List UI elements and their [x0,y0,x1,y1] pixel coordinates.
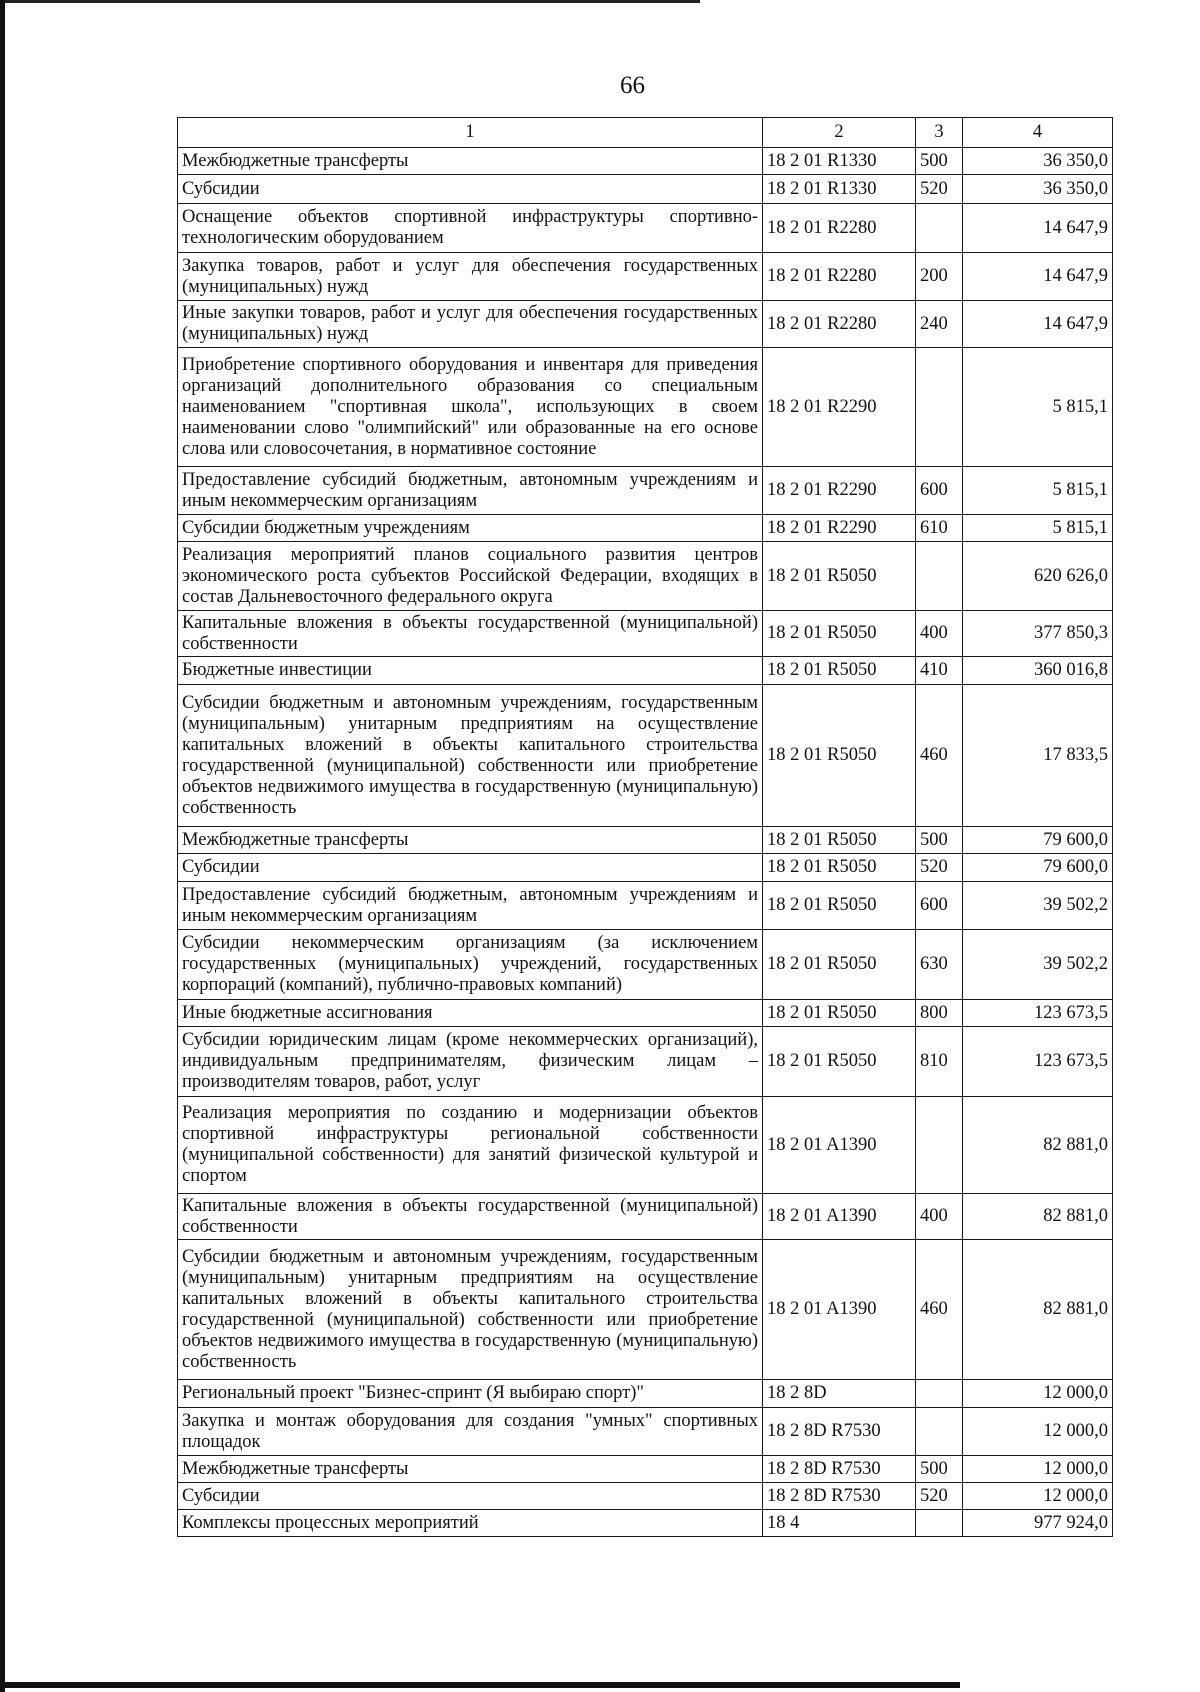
row-code: 18 2 01 R5050 [763,685,916,827]
row-type [916,204,963,253]
table-row [178,148,1113,175]
row-type [916,1380,963,1408]
row-name: Оснащение объектов спортивной инфраструктуры спортивно-технологическим оборудованием [178,204,763,253]
table-row [178,611,1113,657]
row-code: 18 2 01 A1390 [763,1240,916,1380]
row-sum: 12 000,0 [963,1380,1113,1408]
row-type [916,542,963,611]
scan-edge-bottom [0,1682,960,1688]
row-type: 500 [916,1456,963,1483]
row-code: 18 2 01 R5050 [763,657,916,685]
row-sum: 82 881,0 [963,1194,1113,1240]
row-sum: 14 647,9 [963,253,1113,301]
row-code: 18 2 01 R1330 [763,148,916,175]
row-sum: 5 815,1 [963,348,1113,467]
row-code: 18 2 01 R2280 [763,301,916,348]
row-sum: 17 833,5 [963,685,1113,827]
row-name: Капитальные вложения в объекты государственной (муниципальной) собственности [178,1194,763,1240]
row-code: 18 2 01 R5050 [763,827,916,854]
row-name: Предоставление субсидий бюджетным, автономным учреждениям и иным некоммерческим организациям [178,467,763,515]
table-row [178,348,1113,467]
row-sum: 5 815,1 [963,467,1113,515]
row-name: Субсидии некоммерческим организациям (за исключением государственных (муниципальных) учреждений, государственных корпораций (компаний), публично-правовых компаний) [178,930,763,1000]
table-row [178,882,1113,930]
row-name: Межбюджетные трансферты [178,827,763,854]
row-sum: 39 502,2 [963,882,1113,930]
table-row [178,1510,1113,1537]
row-code: 18 2 8D R7530 [763,1456,916,1483]
row-code: 18 2 01 R5050 [763,1000,916,1027]
row-sum: 82 881,0 [963,1240,1113,1380]
row-sum: 12 000,0 [963,1408,1113,1456]
table-row [178,930,1113,1000]
table-row [178,685,1113,827]
row-code: 18 2 01 R2290 [763,467,916,515]
row-code: 18 2 01 R5050 [763,1027,916,1097]
header-col-1: 1 [178,118,763,148]
row-sum: 123 673,5 [963,1027,1113,1097]
row-type: 600 [916,882,963,930]
row-name: Субсидии [178,1483,763,1510]
row-type [916,348,963,467]
row-sum: 5 815,1 [963,515,1113,542]
row-name: Субсидии юридическим лицам (кроме некоммерческих организаций), индивидуальным предпринимателям, физическим лицам – производителям товаров, работ, услуг [178,1027,763,1097]
row-name: Бюджетные инвестиции [178,657,763,685]
row-code: 18 2 01 R5050 [763,930,916,1000]
row-type [916,1097,963,1194]
row-name: Субсидии [178,854,763,882]
row-code: 18 2 01 A1390 [763,1194,916,1240]
row-name: Закупка и монтаж оборудования для создания "умных" спортивных площадок [178,1408,763,1456]
row-sum: 39 502,2 [963,930,1113,1000]
row-code: 18 2 01 R5050 [763,542,916,611]
table-row [178,515,1113,542]
table-row [178,467,1113,515]
row-type: 410 [916,657,963,685]
row-name: Комплексы процессных мероприятий [178,1510,763,1537]
header-col-4: 4 [963,118,1113,148]
table-row [178,1097,1113,1194]
row-name: Региональный проект "Бизнес-спринт (Я выбираю спорт)" [178,1380,763,1408]
row-name: Субсидии бюджетным учреждениям [178,515,763,542]
row-code: 18 4 [763,1510,916,1537]
row-type: 500 [916,827,963,854]
row-code: 18 2 01 R5050 [763,882,916,930]
row-sum: 360 016,8 [963,657,1113,685]
row-type: 810 [916,1027,963,1097]
row-name: Реализация мероприятия по созданию и модернизации объектов спортивной инфраструктуры региональной собственности (муниципальной собственности) для занятий физической культурой и спортом [178,1097,763,1194]
row-sum: 36 350,0 [963,175,1113,204]
row-sum: 12 000,0 [963,1456,1113,1483]
row-code: 18 2 01 A1390 [763,1097,916,1194]
row-sum: 977 924,0 [963,1510,1113,1537]
table-row [178,1240,1113,1380]
row-type: 500 [916,148,963,175]
row-name: Иные закупки товаров, работ и услуг для обеспечения государственных (муниципальных) нужд [178,301,763,348]
row-type [916,1408,963,1456]
scan-edge-top [0,0,700,3]
row-name: Приобретение спортивного оборудования и инвентаря для приведения организаций дополнительного образования со специальным наименованием "спортивная школа", использующих в своем наименовании слово "олимпийский" или образованные на его основе слова или словосочетания, в нормативное состояние [178,348,763,467]
row-type: 520 [916,1483,963,1510]
row-sum: 82 881,0 [963,1097,1113,1194]
row-name: Предоставление субсидий бюджетным, автономным учреждениям и иным некоммерческим организациям [178,882,763,930]
row-name: Капитальные вложения в объекты государственной (муниципальной) собственности [178,611,763,657]
row-code: 18 2 8D [763,1380,916,1408]
table-row [178,1483,1113,1510]
row-sum: 377 850,3 [963,611,1113,657]
row-name: Закупка товаров, работ и услуг для обеспечения государственных (муниципальных) нужд [178,253,763,301]
row-sum: 79 600,0 [963,854,1113,882]
table-row [178,1000,1113,1027]
table-row [178,827,1113,854]
row-code: 18 2 01 R2280 [763,253,916,301]
row-type: 200 [916,253,963,301]
table-row [178,657,1113,685]
table-row [178,204,1113,253]
header-col-3: 3 [916,118,963,148]
table-row [178,1194,1113,1240]
row-code: 18 2 01 R5050 [763,854,916,882]
row-sum: 14 647,9 [963,301,1113,348]
budget-table [177,117,1113,1537]
row-type: 460 [916,1240,963,1380]
table-row [178,175,1113,204]
row-type [916,1510,963,1537]
row-name: Субсидии бюджетным и автономным учреждениям, государственным (муниципальным) унитарным предприятиям на осуществление капитальных вложений в объекты капитального строительства государственной (муниципальной) собственности или приобретение объектов недвижимого имущества в государственную (муниципальную) собственность [178,685,763,827]
row-name: Межбюджетные трансферты [178,148,763,175]
table-row [178,253,1113,301]
row-type: 600 [916,467,963,515]
row-code: 18 2 8D R7530 [763,1483,916,1510]
row-code: 18 2 01 R2290 [763,348,916,467]
table-row [178,542,1113,611]
table-row [178,301,1113,348]
row-type: 520 [916,854,963,882]
row-sum: 79 600,0 [963,827,1113,854]
table-row [178,1456,1113,1483]
row-code: 18 2 8D R7530 [763,1408,916,1456]
row-sum: 36 350,0 [963,148,1113,175]
row-name: Межбюджетные трансферты [178,1456,763,1483]
row-sum: 14 647,9 [963,204,1113,253]
table-row [178,1027,1113,1097]
row-code: 18 2 01 R1330 [763,175,916,204]
row-name: Иные бюджетные ассигнования [178,1000,763,1027]
table-row [178,854,1113,882]
header-col-2: 2 [763,118,916,148]
table-row [178,1380,1113,1408]
row-type: 400 [916,1194,963,1240]
row-name: Субсидии [178,175,763,204]
scan-edge-left [0,0,5,1692]
table-row [178,1408,1113,1456]
row-code: 18 2 01 R5050 [763,611,916,657]
row-type: 630 [916,930,963,1000]
row-code: 18 2 01 R2290 [763,515,916,542]
row-code: 18 2 01 R2280 [763,204,916,253]
row-name: Реализация мероприятий планов социального развития центров экономического роста субъектов Российской Федерации, входящих в состав Дальневосточного федерального округа [178,542,763,611]
row-type: 400 [916,611,963,657]
row-sum: 123 673,5 [963,1000,1113,1027]
header-row [178,118,1113,148]
row-type: 800 [916,1000,963,1027]
page-number: 66 [620,72,645,99]
row-type: 520 [916,175,963,204]
row-sum: 12 000,0 [963,1483,1113,1510]
row-type: 460 [916,685,963,827]
row-type: 240 [916,301,963,348]
row-sum: 620 626,0 [963,542,1113,611]
row-type: 610 [916,515,963,542]
row-name: Субсидии бюджетным и автономным учреждениям, государственным (муниципальным) унитарным предприятиям на осуществление капитальных вложений в объекты капитального строительства государственной (муниципальной) собственности или приобретение объектов недвижимого имущества в государственную (муниципальную) собственность [178,1240,763,1380]
